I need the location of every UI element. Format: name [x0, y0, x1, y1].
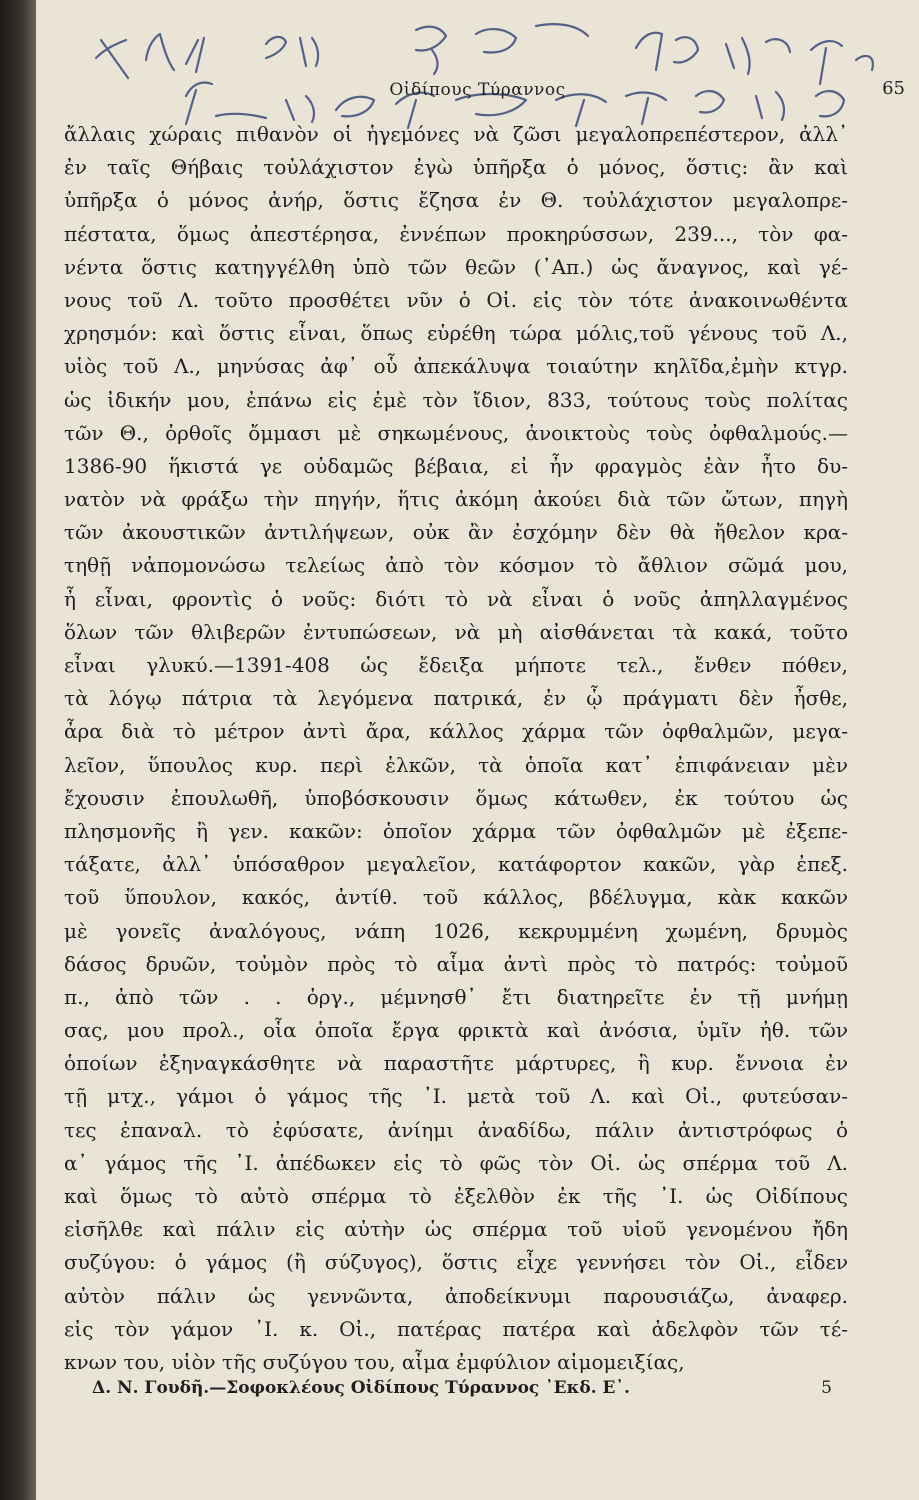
text-line: τὰ λόγῳ πάτρια τὰ λεγόμενα πατρικά, ἐν ᾧ πράγματι δὲν ἦσθε, — [64, 686, 848, 711]
text-line: π., ἀπὸ τῶν . . ὀργ., μέμνησθ᾽ ἔτι διατηρεῖτε ἐν τῇ μνήμῃ — [64, 984, 848, 1009]
text-line: εἰς τὸν γάμον ᾿Ι. κ. Οἰ., πατέρας πατέρα καὶ ἀδελφὸν τῶν τέ- — [64, 1316, 848, 1341]
text-line: τες ἐπαναλ. τὸ ἐφύσατε, ἀνίημι ἀναδίδω, πάλιν ἀντιστρόφως ὁ — [64, 1117, 848, 1142]
text-line: τῶν Θ., ὀρθοῖς ὄμμασι μὲ σηκωμένους, ἀνοικτοὺς τοὺς ὀφθαλμούς.— — [64, 420, 848, 445]
text-line: ἦ εἶναι, φροντὶς ὁ νοῦς: διότι τὸ νὰ εἶναι ὁ νοῦς ἀπηλλαγμένος — [64, 586, 848, 611]
text-line: μὲ γονεῖς ἀναλόγους, νάπη 1026, κεκρυμμένη χωμένη, δρυμὸς — [64, 918, 848, 943]
text-line: τῇ μτχ., γάμοι ὁ γάμος τῆς ᾿Ι. μετὰ τοῦ Λ. καὶ Οἰ., φυτεύσαν- — [64, 1084, 848, 1109]
text-line: αὐτὸν πάλιν ὡς γεννῶντα, ἀποδείκνυμι παρουσιάζω, ἀναφερ. — [64, 1283, 848, 1308]
text-line: εἰσῆλθε καὶ πάλιν εἰς αὐτὴν ὡς σπέρμα τοῦ υἱοῦ γενομένου ἤδη — [64, 1217, 848, 1242]
text-line: υἱὸς τοῦ Λ., μηνύσας ἀφ᾽ οὗ ἀπεκάλυψα τοιαύτην κηλῖδα,ἐμὴν κτγρ. — [64, 354, 848, 379]
text-line: ὡς ἰδικήν μου, ἐπάνω εἰς ἐμὲ τὸν ἴδιον, 833, τούτους τοὺς πολίτας — [64, 387, 848, 412]
page-footer — [92, 1378, 832, 1398]
text-line: πέστατα, ὅμως ἀπεστέρησα, ἐννέπων προκηρύσσων, 239..., τὸν φα- — [64, 221, 848, 246]
text-line: λεῖον, ὕπουλος κυρ. περὶ ἑλκῶν, τὰ ὁποῖα κατ᾽ ἐπιφάνειαν μὲν — [64, 752, 848, 777]
text-line: τηθῇ νἀπομονώσω τελείως ἀπὸ τὸν κόσμον τὸ ἄθλιον σῶμά μου, — [64, 553, 848, 578]
text-line: τῶν ἀκουστικῶν ἀντιλήψεων, οὐκ ἂν ἐσχόμην δὲν θὰ ἤθελον κρα- — [64, 520, 848, 545]
text-line: ὅλων τῶν θλιβερῶν ἐντυπώσεων, νὰ μὴ αἰσθάνεται τὰ κακά, τοῦτο — [64, 619, 848, 644]
text-line: νέντα ὅστις κατηγγέλθη ὑπὸ τῶν θεῶν (᾿Απ.) ὡς ἄναγνος, καὶ γέ- — [64, 254, 848, 279]
text-line: καὶ ὅμως τὸ αὐτὸ σπέρμα τὸ ἐξελθὸν ἐκ τῆς ᾿Ι. ὡς Οἰδίπους — [64, 1184, 848, 1208]
book-page — [36, 0, 919, 1500]
text-line: ἄλλαις χώραις πιθανὸν οἱ ἡγεμόνες νὰ ζῶσι μεγαλοπρεπέστερον, ἀλλ᾽ — [64, 122, 848, 146]
signature-mark: 5 — [821, 1378, 832, 1398]
text-line: δάσος δρυῶν, τοὐμὸν πρὸς τὸ αἷμα ἀντὶ πρὸς τὸ πατρός: τοὐμοῦ — [64, 951, 848, 976]
text-line: ὑπῆρξα ὁ μόνος ἀνήρ, ὅστις ἔζησα ἐν Θ. τοὐλάχιστον μεγαλοπρε- — [64, 188, 848, 213]
text-line: συζύγου: ὁ γάμος (ἢ σύζυγος), ὅστις εἶχε γεννήσει τὸν Οἰ., εἶδεν — [64, 1250, 848, 1275]
text-line: ἔχουσιν ἐπουλωθῆ, ὑποβόσκουσιν ὅμως κάτωθεν, ἐκ τούτου ὡς — [64, 785, 848, 810]
text-line: α᾽ γάμος τῆς ᾿Ι. ἀπέδωκεν εἰς τὸ φῶς τὸν Οἰ. ὡς σπέρμα τοῦ Λ. — [64, 1150, 848, 1175]
text-line: κνων του, υἱὸν τῆς συζύγου του, αἷμα ἐμφύλιον αἱμομειξίας, — [64, 1349, 685, 1374]
text-line: ἐν ταῖς Θήβαις τοὐλάχιστον ἐγὼ ὑπῆρξα ὁ μόνος, ὅστις: ἂν καὶ — [64, 155, 848, 180]
text-line: νατὸν νὰ φράξω τὴν πηγήν, ἥτις ἀκόμη ἀκούει διὰ τῶν ὤτων, πηγὴ — [64, 487, 848, 512]
text-line: τοῦ ὕπουλον, κακός, ἀντίθ. τοῦ κάλλος, βδέλυγμα, κὰκ κακῶν — [64, 885, 848, 910]
book-spine-shadow — [0, 0, 36, 1500]
page-number: 65 — [882, 78, 905, 99]
printer-signature: Δ. Ν. Γουδῆ.—Σοφοκλέους Οἰδίπους Τύραννος ᾿Εκδ. Ε᾽. — [92, 1378, 630, 1398]
commentary-text — [64, 118, 848, 1379]
text-line: πλησμονῆς ἢ γεν. κακῶν: ὁποῖον χάρμα τῶν ὀφθαλμῶν μὲ ἐξεπε- — [64, 818, 848, 843]
text-line: χρησμόν: καὶ ὅστις εἶναι, ὅπως εὑρέθη τώρα μόλις,τοῦ γένους τοῦ Λ., — [64, 321, 848, 346]
running-head: Οἰδίπους Τύραννος — [389, 80, 566, 100]
text-line: 1386-90 ἥκιστά γε οὐδαμῶς βέβαια, εἰ ἦν φραγμὸς ἐὰν ἦτο δυ- — [64, 453, 848, 478]
text-line: τάξατε, ἀλλ᾽ ὑπόσαθρον μεγαλεῖον, κατάφορτον κακῶν, γὰρ ἐπεξ. — [64, 852, 848, 877]
text-line: νους τοῦ Λ. τοῦτο προσθέτει νῦν ὁ Οἰ. εἰς τὸν τότε ἀνακοινωθέντα — [64, 287, 848, 312]
text-line: ὁποίων ἐξηναγκάσθητε νὰ παραστῆτε μάρτυρες, ἢ κυρ. ἔννοια ἐν — [64, 1051, 848, 1076]
text-line: σας, μου προλ., οἷα ὁποῖα ἔργα φρικτὰ καὶ ἀνόσια, ὑμῖν ἠθ. τῶν — [64, 1018, 848, 1043]
text-line: εἶναι γλυκύ.—1391-408 ὡς ἔδειξα μήποτε τελ., ἔνθεν πόθεν, — [64, 653, 848, 677]
text-line: ἆρα διὰ τὸ μέτρον ἀντὶ ἄρα, κάλλος χάρμα τῶν ὀφθαλμῶν, μεγα- — [64, 719, 848, 744]
